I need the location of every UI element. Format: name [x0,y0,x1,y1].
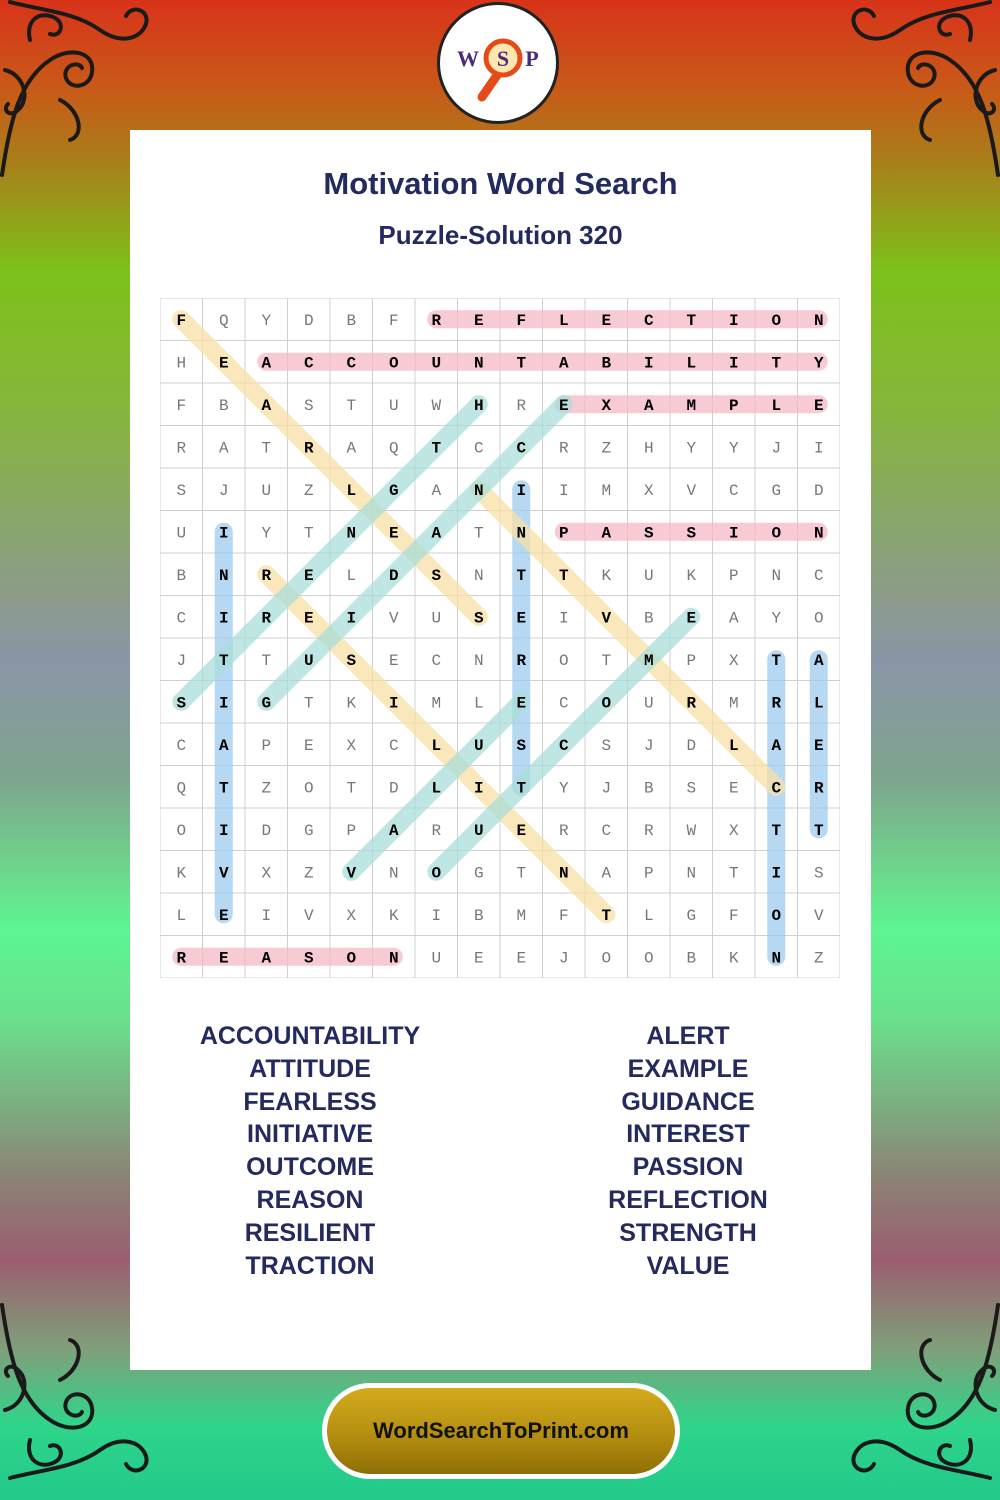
grid-cell[interactable]: I [218,694,229,713]
grid-cell[interactable]: S [346,651,357,670]
grid-cell[interactable]: F [388,311,399,330]
grid-cell[interactable]: U [261,481,272,500]
grid-cell[interactable]: S [686,524,697,543]
grid-cell[interactable]: K [601,566,612,585]
page-title: Motivation Word Search [323,166,678,201]
grid-cell[interactable]: S [176,694,187,713]
grid-cell[interactable]: Q [218,311,229,330]
grid-cell[interactable]: M [601,481,612,500]
grid-cell[interactable]: B [643,609,654,628]
grid-cell[interactable]: X [261,864,272,883]
grid-cell[interactable]: R [516,396,527,415]
word-item: VALUE [646,1251,730,1280]
grid-cell[interactable]: Y [558,779,569,798]
grid-cell[interactable]: E [813,736,824,755]
grid-cell[interactable]: L [346,481,357,500]
grid-cell[interactable]: J [771,439,782,458]
grid-cell[interactable]: J [601,779,612,798]
grid-cell[interactable]: I [431,906,442,925]
grid-cell[interactable]: V [813,906,824,925]
grid-cell[interactable]: C [473,439,484,458]
grid-cell[interactable]: P [346,821,357,840]
grid-cell[interactable]: E [388,524,399,543]
grid-cell[interactable]: I [388,694,399,713]
grid-cell[interactable]: T [601,906,612,925]
grid-cell[interactable]: N [771,566,782,585]
grid-cell[interactable]: H [176,354,187,373]
word-item: ACCOUNTABILITY [199,1022,421,1050]
grid-cell[interactable]: C [346,354,357,373]
grid-cell[interactable]: E [686,609,697,628]
grid-cell[interactable]: I [346,609,357,628]
grid-cell[interactable]: A [771,736,782,755]
grid-cell[interactable]: A [388,821,399,840]
grid-cell[interactable]: G [686,906,697,925]
grid-cell[interactable]: N [473,354,484,373]
grid-cell[interactable]: S [303,949,314,968]
word-item: INITIATIVE [247,1120,373,1149]
grid-cell[interactable]: A [601,864,612,883]
grid-cell[interactable]: E [728,779,739,798]
corner-ornament-bottom-left [0,1300,150,1480]
grid-cell[interactable]: I [558,609,569,628]
grid-cell[interactable]: Y [771,609,782,628]
grid-cell[interactable]: V [601,609,612,628]
grid-cell[interactable]: A [346,439,357,458]
word-item: REFLECTION [608,1185,768,1214]
grid-cell[interactable]: Y [261,524,272,543]
grid-cell[interactable]: C [176,736,187,755]
grid-cell[interactable]: C [431,651,442,670]
grid-cell[interactable]: A [558,354,569,373]
grid-cell[interactable]: S [686,779,697,798]
word-item: FEARLESS [243,1087,377,1116]
grid-cell[interactable]: O [303,779,314,798]
grid-cell[interactable]: J [558,949,569,968]
grid-cell[interactable]: W [431,396,442,415]
logo-letter-s: S [496,46,510,71]
grid-cell[interactable]: S [431,566,442,585]
grid-cell[interactable]: O [431,864,442,883]
grid-cell[interactable]: T [516,354,527,373]
page-subtitle: Puzzle-Solution 320 [378,220,623,250]
word-list-right [508,1020,868,1282]
grid-cell[interactable]: E [601,311,612,330]
grid-cell[interactable]: L [431,736,442,755]
grid-cell[interactable]: A [261,396,272,415]
grid-cell[interactable]: S [176,481,187,500]
grid-cell[interactable]: C [558,736,569,755]
grid-cell[interactable]: L [346,566,357,585]
grid-cell[interactable]: B [176,566,187,585]
grid-cell[interactable]: C [601,821,612,840]
grid-cell[interactable]: L [431,779,442,798]
grid-cell[interactable]: Y [813,354,824,373]
grid-cell[interactable]: H [473,396,484,415]
grid-cell[interactable]: E [516,609,527,628]
grid-cell[interactable]: B [601,354,612,373]
word-item: REASON [256,1185,364,1214]
grid-cell[interactable]: S [643,524,654,543]
grid-cell[interactable]: K [346,694,357,713]
grid-cell[interactable]: T [558,566,569,585]
grid-cell[interactable]: S [813,864,824,883]
grid-cell[interactable]: H [643,439,654,458]
word-search-grid [160,298,840,978]
grid-cell[interactable]: R [558,439,569,458]
grid-cell[interactable]: D [686,736,697,755]
grid-cell[interactable]: I [558,481,569,500]
grid-cell[interactable]: W [686,821,697,840]
grid-cell[interactable]: A [261,354,272,373]
site-link-button[interactable] [322,1383,680,1479]
grid-cell[interactable]: M [516,906,527,925]
grid-cell[interactable]: O [388,354,399,373]
grid-cell[interactable]: E [303,566,314,585]
word-item: ALERT [646,1022,730,1050]
grid-cell[interactable]: Z [303,864,314,883]
word-item: OUTCOME [246,1153,374,1182]
grid-cell[interactable]: X [728,821,739,840]
grid-cell[interactable]: I [218,821,229,840]
wsp-logo[interactable] [437,2,559,124]
grid-cell[interactable]: R [261,609,272,628]
grid-cell[interactable]: T [516,566,527,585]
grid-cell[interactable]: L [558,311,569,330]
grid-cell[interactable]: N [346,524,357,543]
grid-cell[interactable]: U [303,651,314,670]
grid-cell[interactable]: E [218,906,229,925]
grid-cell[interactable]: O [771,524,782,543]
grid-cell[interactable]: J [643,736,654,755]
grid-cell[interactable]: T [728,864,739,883]
grid-cell[interactable]: B [218,396,229,415]
grid-cell[interactable]: P [728,566,739,585]
grid-cell[interactable]: A [218,439,229,458]
grid-cell[interactable]: M [643,651,654,670]
grid-cell[interactable]: F [728,906,739,925]
word-item: GUIDANCE [621,1087,755,1116]
grid-cell[interactable]: V [218,864,229,883]
grid-cell[interactable]: A [643,396,654,415]
grid-cell[interactable]: R [686,694,697,713]
grid-cell[interactable]: G [388,481,399,500]
grid-cell[interactable]: O [643,949,654,968]
grid-cell[interactable]: L [686,354,697,373]
grid-cell[interactable]: U [431,354,442,373]
grid-cell[interactable]: O [176,821,187,840]
grid-cell[interactable]: D [261,821,272,840]
grid-cell[interactable]: C [388,736,399,755]
word-item: RESILIENT [244,1218,376,1247]
grid-cell[interactable]: P [558,524,569,543]
grid-cell[interactable]: D [388,566,399,585]
site-link-label[interactable]: WordSearchToPrint.com [327,1388,675,1474]
grid-cell[interactable]: B [686,949,697,968]
grid-cell[interactable]: L [176,906,187,925]
grid-cell[interactable]: U [431,609,442,628]
grid-cell[interactable]: E [218,949,229,968]
grid-cell[interactable]: G [303,821,314,840]
grid-cell[interactable]: D [388,779,399,798]
grid-cell[interactable]: X [643,481,654,500]
grid-cell[interactable]: I [218,524,229,543]
grid-cell[interactable]: E [473,949,484,968]
grid-cell[interactable]: C [516,439,527,458]
grid-cell[interactable]: U [473,821,484,840]
grid-cell[interactable]: C [303,354,314,373]
corner-ornament-bottom-right [850,1300,1000,1480]
grid-cell[interactable]: X [346,906,357,925]
grid-cell[interactable]: Y [728,439,739,458]
grid-cell[interactable]: T [813,821,824,840]
grid-cell[interactable]: C [643,311,654,330]
grid-cell[interactable]: U [388,396,399,415]
grid-cell[interactable]: R [431,821,442,840]
grid-cell[interactable]: V [686,481,697,500]
grid-cell[interactable]: E [473,311,484,330]
grid-cell[interactable]: A [728,609,739,628]
grid-cell[interactable]: I [473,779,484,798]
grid-cell[interactable]: I [516,481,527,500]
grid-cell[interactable]: X [601,396,612,415]
puzzle-card [130,130,871,1370]
grid-cell[interactable]: M [686,396,697,415]
grid-cell[interactable]: T [473,524,484,543]
grid-cell[interactable]: A [431,524,442,543]
grid-cell[interactable]: I [218,609,229,628]
grid-cell[interactable]: Q [176,779,187,798]
grid-cell[interactable]: S [601,736,612,755]
grid-cell[interactable]: N [813,524,824,543]
grid-cell[interactable]: G [473,864,484,883]
grid-cell[interactable]: Z [601,439,612,458]
grid-cell[interactable]: N [388,864,399,883]
grid-cell[interactable]: K [388,906,399,925]
grid-cell[interactable]: T [303,524,314,543]
grid-cell[interactable]: T [346,396,357,415]
grid-cell[interactable]: R [771,694,782,713]
grid-cell[interactable]: P [261,736,272,755]
grid-cell[interactable]: I [813,439,824,458]
grid-cell[interactable]: O [601,949,612,968]
grid-cell[interactable]: Z [813,949,824,968]
grid-cell[interactable]: N [813,311,824,330]
grid-cell[interactable]: C [771,779,782,798]
grid-cell[interactable]: M [431,694,442,713]
grid-cell[interactable]: T [261,651,272,670]
grid-cell[interactable]: E [303,609,314,628]
grid-cell[interactable]: E [303,736,314,755]
grid-cell[interactable]: E [516,694,527,713]
grid-cell[interactable]: J [218,481,229,500]
grid-cell[interactable]: O [813,609,824,628]
word-item: STRENGTH [619,1218,757,1247]
grid-cell[interactable]: M [728,694,739,713]
corner-ornament-top-right [850,0,1000,180]
grid-cell[interactable]: I [728,311,739,330]
grid-cell[interactable]: D [813,481,824,500]
grid-cell[interactable]: F [558,906,569,925]
grid-cell[interactable]: G [261,694,272,713]
grid-cell[interactable]: S [473,609,484,628]
grid-cell[interactable]: A [813,651,824,670]
grid-cell[interactable]: R [813,779,824,798]
grid-cell[interactable]: O [771,906,782,925]
grid-cell[interactable]: A [218,736,229,755]
corner-ornament-top-left [0,0,150,180]
grid-cell[interactable]: Y [261,311,272,330]
grid-cell[interactable]: U [176,524,187,543]
grid-cell[interactable]: R [261,566,272,585]
grid-cell[interactable]: E [516,949,527,968]
word-item: INTEREST [626,1120,750,1149]
grid-cell[interactable]: I [728,354,739,373]
grid-cell[interactable]: N [686,864,697,883]
grid-cell[interactable]: N [516,524,527,543]
grid-cell[interactable]: I [643,354,654,373]
grid-cell[interactable]: C [176,609,187,628]
grid-cell[interactable]: T [346,779,357,798]
grid-cell[interactable]: L [771,396,782,415]
grid-cell[interactable]: Q [388,439,399,458]
grid-cell[interactable]: U [643,566,654,585]
grid-cell[interactable]: O [771,311,782,330]
grid-cell[interactable]: S [516,736,527,755]
grid-cell[interactable]: C [728,481,739,500]
grid-cell[interactable]: U [643,694,654,713]
grid-cell[interactable]: T [686,311,697,330]
grid-cell[interactable]: N [218,566,229,585]
grid-cell[interactable]: E [558,396,569,415]
grid-cell[interactable]: K [728,949,739,968]
grid-cell[interactable]: Y [686,439,697,458]
grid-cell[interactable]: X [728,651,739,670]
grid-cell[interactable]: U [473,736,484,755]
grid-svg [160,298,840,978]
word-item: TRACTION [245,1251,375,1280]
grid-cell[interactable]: V [346,864,357,883]
grid-cell[interactable]: V [388,609,399,628]
grid-cell[interactable]: J [176,651,187,670]
grid-cell[interactable]: T [218,779,229,798]
grid-cell[interactable]: A [261,949,272,968]
grid-cell[interactable]: T [771,651,782,670]
grid-cell[interactable]: E [813,396,824,415]
grid-cell[interactable]: I [261,906,272,925]
grid-cell[interactable]: F [176,396,187,415]
grid-cell[interactable]: O [346,949,357,968]
grid-cell[interactable]: R [643,821,654,840]
grid-cell[interactable]: A [431,481,442,500]
grid-cell[interactable]: P [728,396,739,415]
grid-cell[interactable]: K [176,864,187,883]
grid-cell[interactable]: S [303,396,314,415]
grid-cell[interactable]: N [473,481,484,500]
grid-cell[interactable]: G [771,481,782,500]
grid-cell[interactable]: T [431,439,442,458]
grid-cell[interactable]: R [303,439,314,458]
grid-cell[interactable]: T [516,779,527,798]
grid-cell[interactable]: T [261,439,272,458]
grid-cell[interactable]: L [813,694,824,713]
grid-cell[interactable]: N [473,651,484,670]
grid-cell[interactable]: L [643,906,654,925]
logo-letter-p: P [525,46,539,71]
grid-cell[interactable]: R [558,821,569,840]
grid-cell[interactable]: Z [303,481,314,500]
word-list-left [130,1020,490,1282]
grid-cell[interactable]: T [771,821,782,840]
grid-cell[interactable]: K [686,566,697,585]
grid-cell[interactable]: C [813,566,824,585]
grid-cell[interactable]: R [176,439,187,458]
grid-cell[interactable]: I [771,864,782,883]
grid-cell[interactable]: T [516,864,527,883]
grid-cell[interactable]: O [601,694,612,713]
grid-cell[interactable]: T [218,651,229,670]
grid-cell[interactable]: E [218,354,229,373]
grid-cell[interactable]: R [516,651,527,670]
grid-cell[interactable]: U [431,949,442,968]
grid-cell[interactable]: L [473,694,484,713]
grid-cell[interactable]: L [728,736,739,755]
logo-letter-w: W [457,46,479,71]
grid-cell[interactable]: T [303,694,314,713]
grid-cell[interactable]: T [771,354,782,373]
grid-cell[interactable]: F [176,311,187,330]
grid-cell[interactable]: F [516,311,527,330]
word-item: PASSION [632,1153,744,1182]
grid-cell[interactable]: X [346,736,357,755]
grid-cell[interactable]: I [728,524,739,543]
grid-cell[interactable]: T [601,651,612,670]
word-item: EXAMPLE [627,1054,749,1083]
grid-cell[interactable]: N [473,566,484,585]
grid-cell[interactable]: N [388,949,399,968]
grid-cell[interactable]: R [176,949,187,968]
grid-cell[interactable]: E [388,651,399,670]
grid-cell[interactable]: C [558,694,569,713]
grid-cell[interactable]: B [473,906,484,925]
grid-cell[interactable]: B [346,311,357,330]
grid-cell[interactable]: B [643,779,654,798]
word-item: ATTITUDE [249,1054,371,1083]
grid-cell[interactable]: D [303,311,314,330]
grid-cell[interactable]: O [558,651,569,670]
grid-cell[interactable]: R [431,311,442,330]
grid-cell[interactable]: A [601,524,612,543]
grid-cell[interactable]: V [303,906,314,925]
grid-cell[interactable]: Z [261,779,272,798]
grid-cell[interactable]: P [686,651,697,670]
grid-cell[interactable]: E [516,821,527,840]
grid-cell[interactable]: N [771,949,782,968]
grid-cell[interactable]: P [643,864,654,883]
grid-cell[interactable]: N [558,864,569,883]
